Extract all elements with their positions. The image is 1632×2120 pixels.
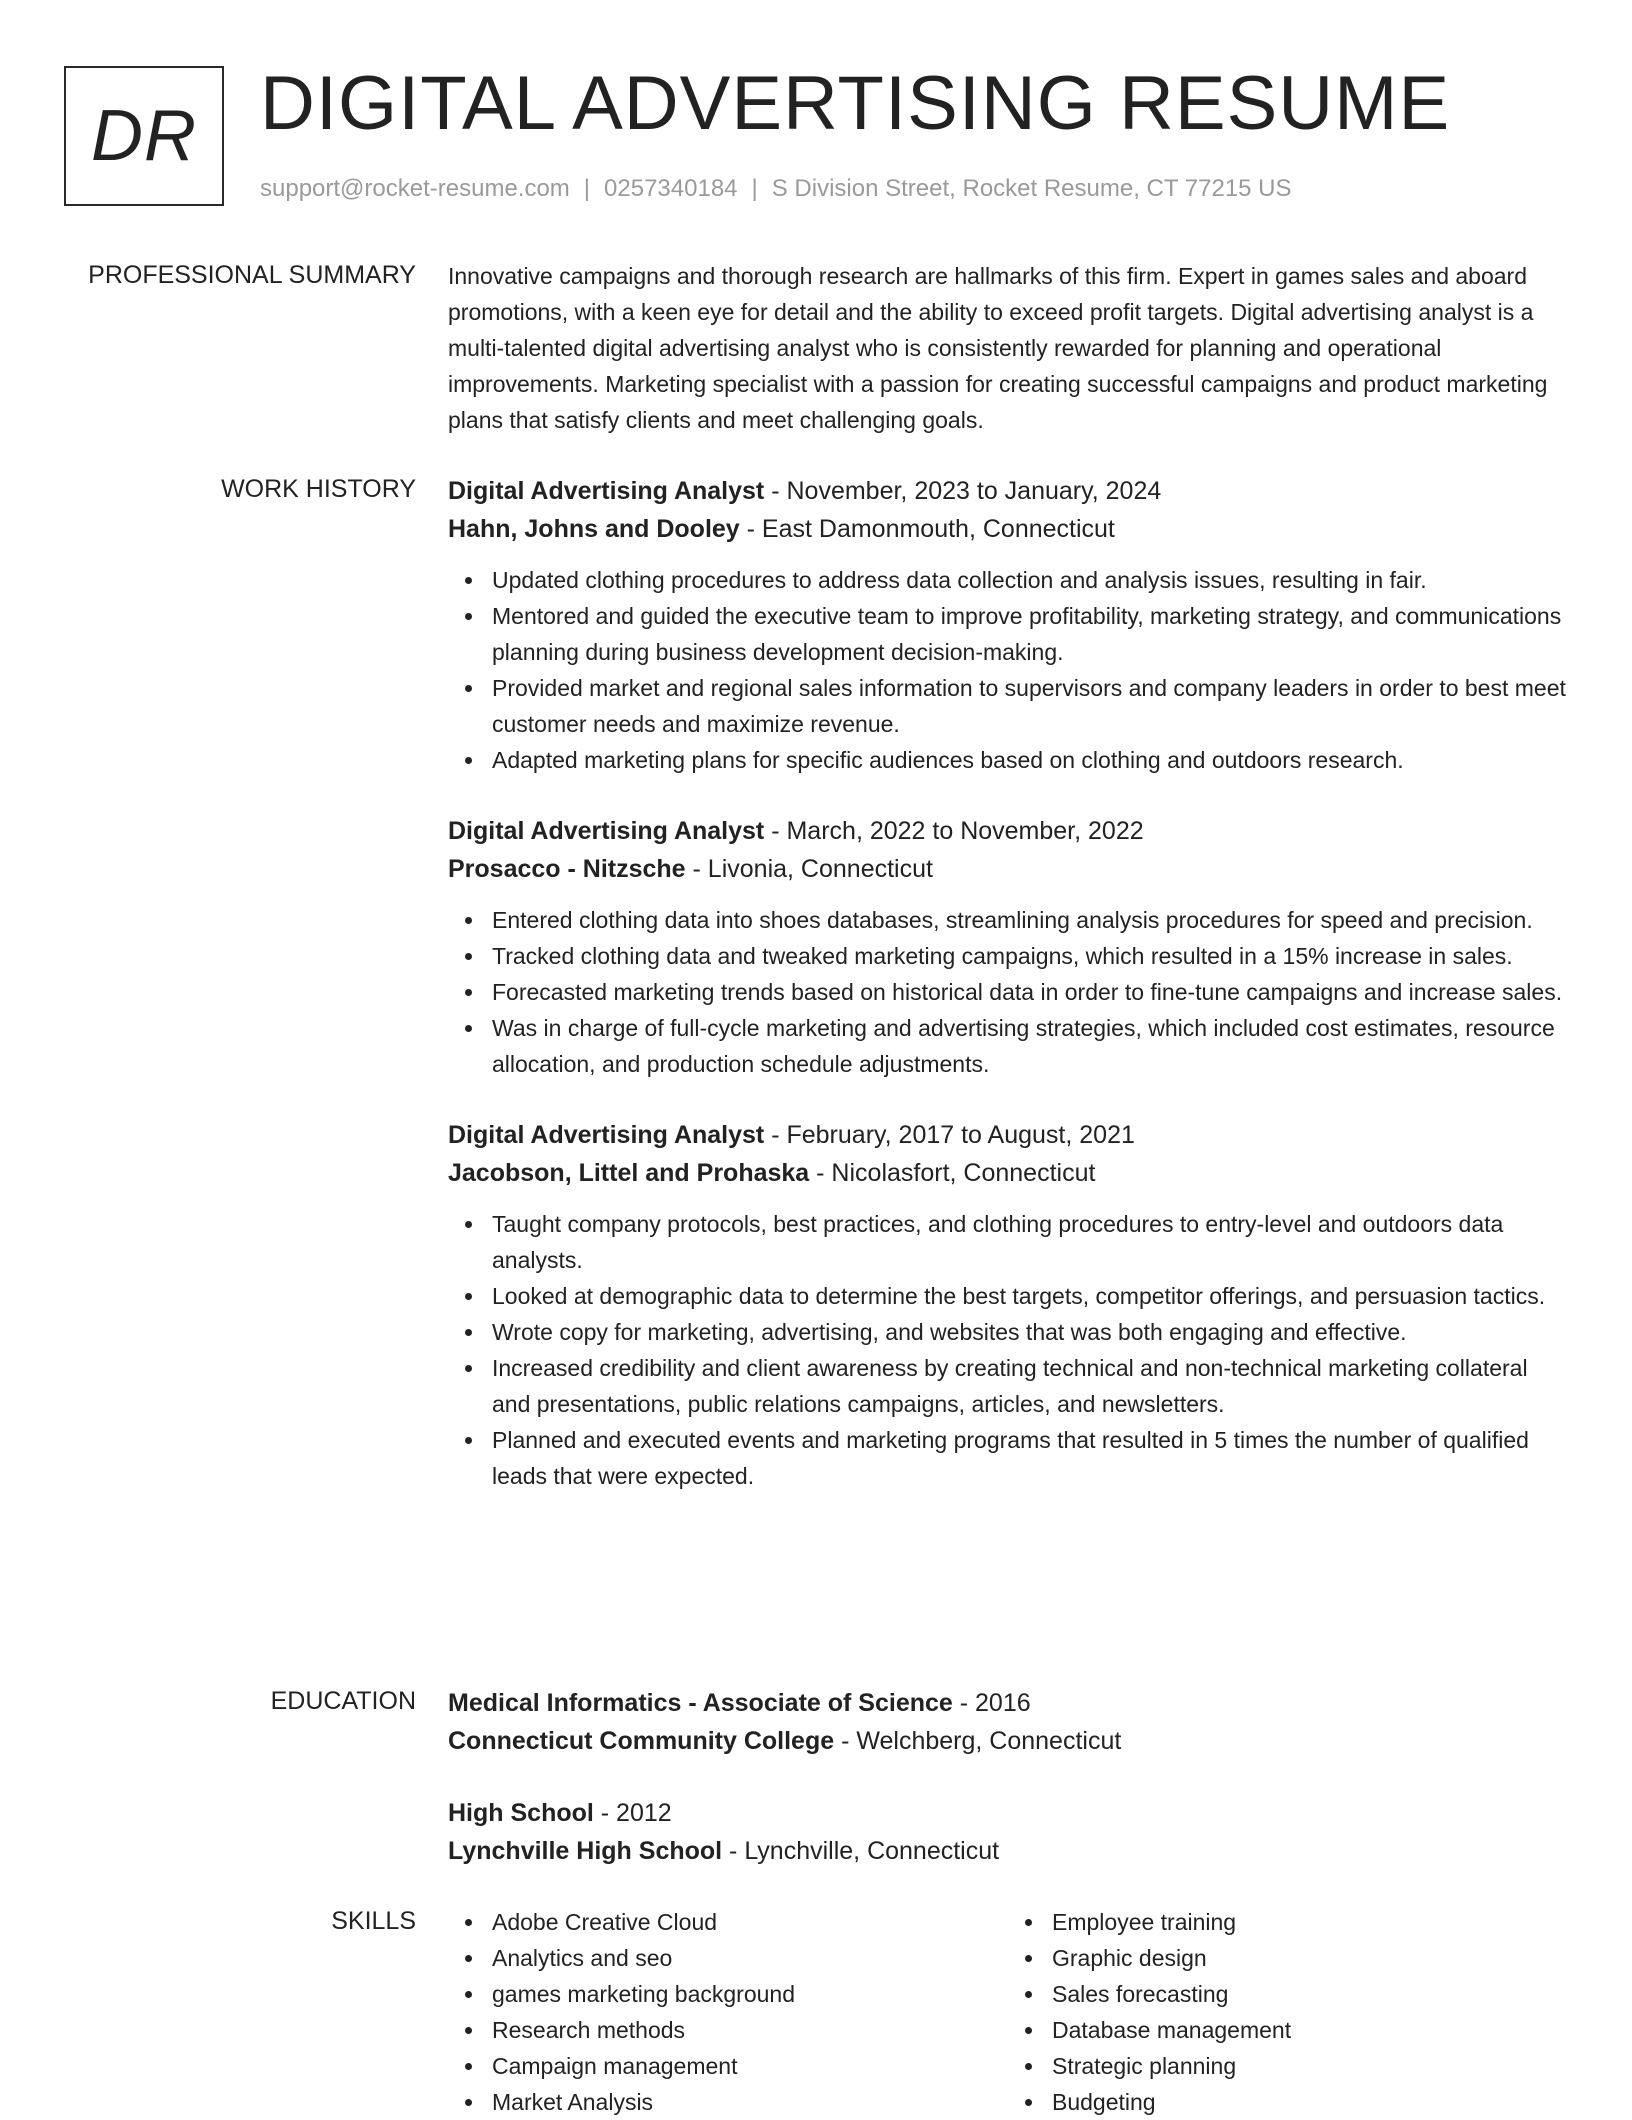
education-entry: [448, 1684, 1568, 1760]
job-company: Jacobson, Littel and Prohaska: [448, 1159, 810, 1187]
job-company-line: [448, 510, 1568, 548]
job-location: - Livonia, Connecticut: [685, 855, 933, 883]
job-entry: [448, 812, 1568, 1082]
job-bullet: Mentored and guided the executive team to improve profitability, marketing strategy, and communications planning during business development decision-making.: [492, 598, 1568, 670]
skill-item: Market Analysis: [492, 2084, 1008, 2120]
skill-item: Database management: [1052, 2012, 1568, 2048]
job-company: Hahn, Johns and Dooley: [448, 515, 740, 543]
education-school: Lynchville High School: [448, 1837, 723, 1865]
contact-email[interactable]: support@rocket-resume.com: [260, 175, 570, 202]
contact-address: S Division Street, Rocket Resume, CT 77215 US: [771, 175, 1292, 202]
education-degree: High School: [448, 1799, 594, 1827]
contact-phone[interactable]: 0257340184: [604, 175, 738, 202]
education-year: - 2012: [593, 1799, 672, 1827]
education-degree-line: [448, 1794, 1568, 1832]
job-company: Prosacco - Nitzsche: [448, 855, 686, 883]
education-degree-line: [448, 1684, 1568, 1722]
job-bullet: Looked at demographic data to determine the best targets, competitor offerings, and persuasion tactics.: [492, 1278, 1568, 1314]
education-school: Connecticut Community College: [448, 1727, 835, 1755]
contact-separator: |: [751, 175, 758, 202]
education-location: - Welchberg, Connecticut: [834, 1727, 1122, 1755]
skills-columns: [448, 1904, 1568, 2120]
job-location: - East Damonmouth, Connecticut: [739, 515, 1115, 543]
resume-title: DIGITAL ADVERTISING RESUME: [260, 61, 1451, 146]
job-title: Digital Advertising Analyst: [448, 1121, 765, 1149]
skills-list-right: [1008, 1904, 1568, 2120]
job-title: Digital Advertising Analyst: [448, 477, 765, 505]
education-degree: Medical Informatics - Associate of Science: [448, 1689, 953, 1717]
resume-header: [64, 61, 1574, 211]
skill-item: Adobe Creative Cloud: [492, 1904, 1008, 1940]
job-bullets: [448, 1206, 1568, 1494]
job-dates: - March, 2022 to November, 2022: [764, 817, 1144, 845]
skills-list-left: [448, 1904, 1008, 2120]
monogram-box: [64, 66, 224, 206]
education-location: - Lynchville, Connecticut: [722, 1837, 1000, 1865]
skill-item: Analytics and seo: [492, 1940, 1008, 1976]
work-history-body: [448, 472, 1568, 1494]
job-dates: - February, 2017 to August, 2021: [764, 1121, 1135, 1149]
job-bullets: [448, 562, 1568, 778]
summary-heading: PROFESSIONAL SUMMARY: [88, 261, 416, 289]
job-bullet: Planned and executed events and marketing programs that resulted in 5 times the number of qualified leads that were expected.: [492, 1422, 1568, 1494]
skill-item: Employee training: [1052, 1904, 1568, 1940]
job-bullet: Adapted marketing plans for specific audiences based on clothing and outdoors research.: [492, 742, 1568, 778]
job-bullet: Taught company protocols, best practices, and clothing procedures to entry-level and outdoors data analysts.: [492, 1206, 1568, 1278]
job-dates: - November, 2023 to January, 2024: [764, 477, 1162, 505]
skills-heading: SKILLS: [331, 1907, 416, 1935]
skill-item: Graphic design: [1052, 1940, 1568, 1976]
education-year: - 2016: [952, 1689, 1031, 1717]
job-location: - Nicolasfort, Connecticut: [809, 1159, 1096, 1187]
job-bullet: Forecasted marketing trends based on historical data in order to fine-tune campaigns and increase sales.: [492, 974, 1568, 1010]
education-entry: [448, 1794, 1568, 1870]
job-title-line: [448, 812, 1568, 850]
summary-text: Innovative campaigns and thorough research are hallmarks of this firm. Expert in games sales and aboard promotions, with a keen eye for detail and the ability to exceed profit targets. Digital advertising analyst is a multi-talented digital advertising analyst who is consistently rewarded for planning and operational improvements. Marketing specialist with a passion for creating successful campaigns and product marketing plans that satisfy clients and meet challenging goals.: [448, 263, 1548, 433]
job-title-line: [448, 472, 1568, 510]
skills-body: [448, 1904, 1568, 2120]
job-bullet: Increased credibility and client awareness by creating technical and non-technical marketing collateral and presentations, public relations campaigns, articles, and newsletters.: [492, 1350, 1568, 1422]
education-school-line: [448, 1722, 1568, 1760]
monogram-initials: DR: [91, 96, 197, 176]
job-bullet: Wrote copy for marketing, advertising, and websites that was both engaging and effective.: [492, 1314, 1568, 1350]
work-history-heading: WORK HISTORY: [221, 475, 416, 503]
job-entry: [448, 1116, 1568, 1494]
skill-item: Sales forecasting: [1052, 1976, 1568, 2012]
job-bullet: Entered clothing data into shoes databases, streamlining analysis procedures for speed and precision.: [492, 902, 1568, 938]
contact-separator: |: [583, 175, 591, 202]
education-body: [448, 1684, 1568, 1870]
education-heading: EDUCATION: [270, 1687, 416, 1715]
skill-item: games marketing background: [492, 1976, 1008, 2012]
job-bullet: Updated clothing procedures to address data collection and analysis issues, resulting in fair.: [492, 562, 1568, 598]
skill-item: Budgeting: [1052, 2084, 1568, 2120]
job-bullet: Provided market and regional sales information to supervisors and company leaders in order to best meet customer needs and maximize revenue.: [492, 670, 1568, 742]
education-school-line: [448, 1832, 1568, 1870]
summary-body: [448, 258, 1568, 438]
job-entry: [448, 472, 1568, 778]
skill-item: Research methods: [492, 2012, 1008, 2048]
job-bullet: Tracked clothing data and tweaked marketing campaigns, which resulted in a 15% increase in sales.: [492, 938, 1568, 974]
skill-item: Strategic planning: [1052, 2048, 1568, 2084]
job-title: Digital Advertising Analyst: [448, 817, 765, 845]
job-bullet: Was in charge of full-cycle marketing and advertising strategies, which included cost estimates, resource allocation, and production schedule adjustments.: [492, 1010, 1568, 1082]
job-company-line: [448, 850, 1568, 888]
skill-item: Campaign management: [492, 2048, 1008, 2084]
contact-line: [260, 174, 1292, 204]
job-company-line: [448, 1154, 1568, 1192]
job-title-line: [448, 1116, 1568, 1154]
job-bullets: [448, 902, 1568, 1082]
